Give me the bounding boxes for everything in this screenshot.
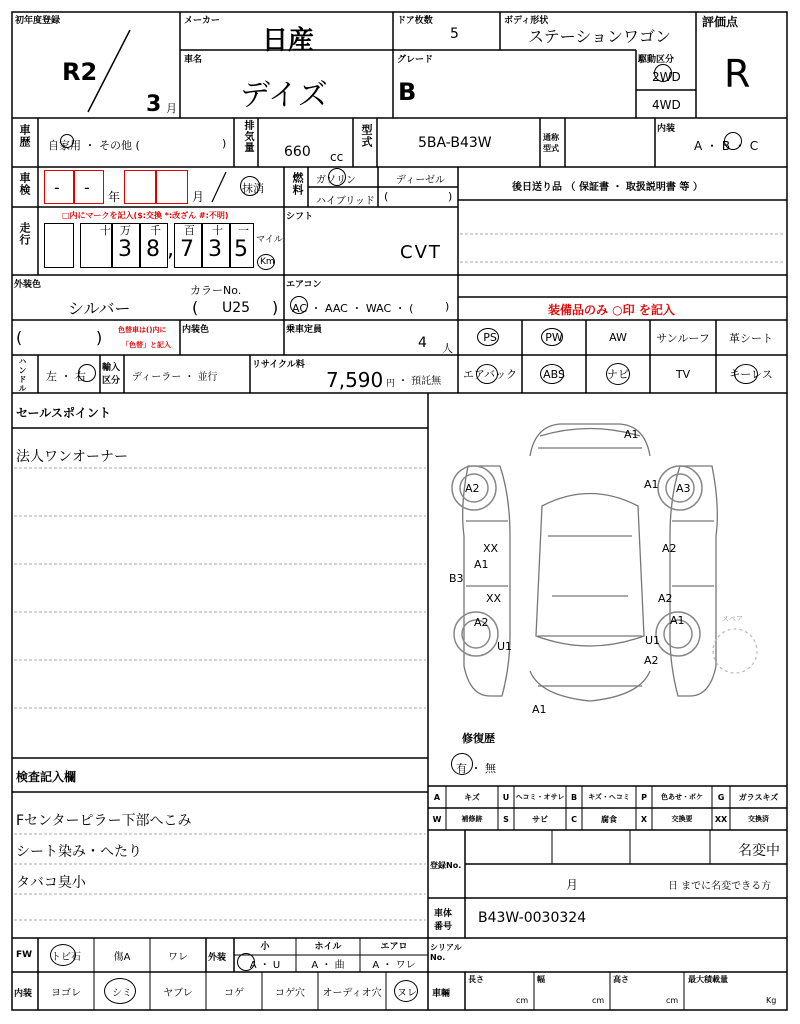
width-label: 幅 <box>537 975 545 984</box>
mileage-digit-5: 5 <box>234 237 248 262</box>
model-label: 型式 <box>360 124 373 148</box>
unit-sen: 千 <box>150 224 161 237</box>
fuel-paren-open: ( <box>384 190 389 203</box>
equip-abs: ABS <box>543 367 565 381</box>
legend-code: W <box>432 814 442 824</box>
legend-desc: 交換要 <box>671 815 693 823</box>
height-unit: cm <box>666 996 679 1005</box>
chassis-label: 車体番号 <box>434 909 453 932</box>
interior-burn: コゲ <box>224 987 244 999</box>
exterior-label: 外装 <box>208 953 227 963</box>
km-unit: Km <box>260 257 275 267</box>
length-unit: cm <box>516 996 529 1005</box>
equip-keyless-circle-icon <box>734 364 758 384</box>
name-change: 名変中 <box>738 843 780 859</box>
inspection-note-1: Fセンターピラー下部へこみ <box>16 813 192 829</box>
fuel-gasoline: ガソリン <box>316 175 356 186</box>
interior-audio-hole: オーディオ穴 <box>322 987 382 999</box>
mark-left-pillar: B3 <box>449 572 464 585</box>
month-unit: 月 <box>166 102 177 115</box>
score-label: 評価点 <box>702 15 739 29</box>
max-load-unit: Kg <box>766 996 777 1005</box>
inspection-year-unit: 年 <box>108 190 121 204</box>
aero-label: エアロ <box>380 942 408 952</box>
interior-dirt: ヨゴレ <box>51 987 81 999</box>
legend-desc: キズ・ヘコミ <box>588 793 630 801</box>
recycle-deposit: ・ 預託無 <box>398 376 442 387</box>
legend-code: B <box>570 792 578 802</box>
legend-code: C <box>571 814 577 824</box>
repair-history-label: 修復歴 <box>462 732 495 745</box>
interior-grade-circle-icon <box>724 132 742 150</box>
doors-label: ドア枚数 <box>397 16 433 26</box>
mileage-comma: , <box>167 237 174 262</box>
mark-rear: A1 <box>532 703 547 716</box>
max-load-label: 最大積載量 <box>688 975 728 984</box>
history-value: 自家用 ・ その他 ( <box>48 139 140 152</box>
legend-code: X <box>640 814 648 824</box>
equip-abs-circle-icon <box>540 364 564 384</box>
first-registration-month: 3 <box>146 92 162 117</box>
car-name-value: デイズ <box>240 78 328 113</box>
fw-crack: ワレ <box>168 951 188 963</box>
recycle-unit: 円 <box>386 379 396 389</box>
handle-label: ハンドル <box>18 357 27 393</box>
registration-day-note: 日 までに名変できる方 <box>668 881 772 892</box>
color-no-paren-close: ) <box>272 298 279 317</box>
mark-right-front-wheel: A3 <box>676 482 691 495</box>
displacement-label: 排気量 <box>242 120 253 153</box>
unit-ichi: 一 <box>238 224 249 237</box>
mileage-digit-4: 3 <box>208 237 222 262</box>
color-change-note-1: 色替車は()内に <box>118 326 167 334</box>
inspection-notes-label: 検査記入欄 <box>16 770 77 784</box>
unit-ju: 十 <box>212 224 223 237</box>
unit-ten: 十 <box>100 224 111 237</box>
shift-value: CVT <box>400 242 442 263</box>
recycle-value: 7,590 <box>326 368 384 392</box>
unit-hyaku: 百 <box>184 224 195 237</box>
mark-right-rear-fender-2: A2 <box>644 654 659 667</box>
fuel-diesel: ディーゼル <box>396 175 445 186</box>
wheel-values: A ・ 曲 <box>311 960 345 971</box>
exterior-small-label: 小 <box>260 942 270 952</box>
color-no-label: カラーNo. <box>190 284 242 297</box>
dimensions-label: 車輛 <box>432 989 451 999</box>
equip-tv: TV <box>675 367 691 381</box>
model-value: 5BA-B43W <box>418 135 492 151</box>
legend-code: U <box>502 792 510 802</box>
maker-label: メーカー <box>184 16 220 26</box>
ac-options: AC ・ AAC ・ WAC ・ ( <box>292 302 414 315</box>
equip-ps-circle-icon <box>477 328 499 346</box>
legend-desc: ガラスキズ <box>738 792 779 802</box>
mark-left-rear-door: XX <box>486 592 502 605</box>
color-change-paren-close: ) <box>96 328 103 347</box>
body-type-label: ボディ形状 <box>504 16 549 26</box>
fw-chip: トビ石 <box>51 951 81 963</box>
mark-right-rear-wheel: A1 <box>670 614 685 627</box>
import-label: 輸入区分 <box>102 363 121 386</box>
drive-label: 駆動区分 <box>638 55 675 65</box>
registration-label: 登録No. <box>430 861 462 870</box>
legend-desc: 色あせ・ボケ <box>661 793 703 801</box>
exterior-color-value: シルバー <box>68 299 131 318</box>
legend-code: A <box>433 792 441 802</box>
handle-circle-icon <box>78 364 96 382</box>
equip-airbag: エアバック <box>462 368 518 381</box>
mileage-note: □内にマークを記入($:交換 *:改ざん #:不明) <box>62 211 229 220</box>
width-unit: cm <box>592 996 605 1005</box>
legend-desc: サビ <box>532 814 548 824</box>
legend-desc: ヘコミ・オサレ <box>515 793 565 801</box>
fuel-label: 燃料 <box>291 172 304 196</box>
drive-2wd-circle-icon <box>654 64 672 82</box>
legend-code: G <box>717 792 725 802</box>
capacity-value: 4 <box>418 335 427 351</box>
interior-grade-label: 内装 <box>657 124 676 134</box>
wheel-label: ホイル <box>314 942 342 952</box>
inspection-month-box-1 <box>124 170 156 204</box>
fuel-paren-close: ) <box>448 190 453 203</box>
interior-label: 内装 <box>14 989 33 999</box>
legend-desc: 交換済 <box>748 815 769 823</box>
mark-left-rear-fender: U1 <box>497 640 513 653</box>
color-change-paren-open: ( <box>16 328 23 347</box>
later-items: 後日送り品 （ 保証書 ・ 取扱説明書 等 ） <box>512 182 703 193</box>
equip-aw: AW <box>609 331 627 344</box>
unit-man: 万 <box>120 224 131 237</box>
serial-label: シリアルNo. <box>430 943 462 962</box>
mileage-mark-box[interactable] <box>44 223 74 268</box>
fuel-hybrid: ハイブリッド <box>316 196 375 207</box>
registration-month: 月 <box>566 878 579 892</box>
inspection-note-2: シート染み・へたり <box>16 844 142 860</box>
mileage-digit-1: 3 <box>118 237 132 262</box>
fw-chip-circle-icon <box>50 944 76 966</box>
recycle-label: リサイクル料 <box>252 360 305 370</box>
ac-label: エアコン <box>286 280 322 290</box>
drive-2wd: 2WD <box>652 70 681 84</box>
mark-right-front-door: A2 <box>662 542 677 555</box>
grade-value: B <box>398 78 417 106</box>
legend-code: S <box>503 814 509 824</box>
interior-wet: ヌレ <box>397 987 417 999</box>
inspection-note-3: タバコ臭小 <box>16 875 86 891</box>
interior-color-label: 内装色 <box>182 325 210 335</box>
sales-point-text: 法人ワンオーナー <box>16 449 128 465</box>
length-label: 長さ <box>468 975 484 984</box>
color-no-value: U25 <box>222 300 251 316</box>
interior-wet-circle-icon <box>394 980 418 1002</box>
mark-front: A1 <box>624 428 639 441</box>
interior-stain: シミ <box>112 987 132 999</box>
shift-label: シフト <box>286 212 314 222</box>
score-value: R <box>724 52 751 96</box>
grade-label: グレード <box>397 55 434 65</box>
color-no-paren-open: ( <box>192 298 199 317</box>
maker-value: 日産 <box>262 26 315 56</box>
equip-pw: PW <box>545 331 563 344</box>
mark-left-front-wheel: A2 <box>465 482 480 495</box>
interior-tear: ヤブレ <box>163 987 193 999</box>
inspection-label: 車検 <box>18 172 31 196</box>
displacement-value: 660 <box>284 144 311 160</box>
repair-history-circle-icon <box>451 753 473 775</box>
mark-right-front-fender: A1 <box>644 478 659 491</box>
equip-keyless: キーレス <box>729 368 773 381</box>
equip-navi: ナビ <box>607 368 629 381</box>
sales-point-label: セールスポイント <box>16 406 111 420</box>
inspection-dash-2: - <box>84 178 90 197</box>
first-registration-label: 初年度登録 <box>15 16 61 26</box>
spare-label: スペア <box>722 615 743 623</box>
mark-right-rear-door: A2 <box>658 592 673 605</box>
interior-stain-circle-icon <box>104 978 136 1004</box>
exterior-small-values: A ・ U <box>249 960 281 971</box>
drive-4wd: 4WD <box>652 98 681 112</box>
height-label: 高さ <box>613 975 629 984</box>
exterior-color-label: 外装色 <box>14 280 42 290</box>
mark-right-rear-fender-1: U1 <box>645 634 661 647</box>
inspection-month-box-2 <box>156 170 188 204</box>
legend-code: XX <box>714 814 728 824</box>
alt-model-label: 通称型式 <box>543 133 559 153</box>
legend-desc: 補修跡 <box>461 815 483 823</box>
equip-sunroof: サンルーフ <box>656 331 710 345</box>
fuel-circle-icon <box>328 168 346 186</box>
interior-burn-hole: コゲ穴 <box>275 987 305 999</box>
mileage-digit-2: 8 <box>146 237 160 262</box>
km-circle-icon <box>257 254 275 270</box>
uninspected-circle-icon <box>240 176 260 196</box>
car-name-label: 車名 <box>184 55 203 65</box>
history-close: ) <box>222 137 227 150</box>
mark-left-front-door-1: XX <box>483 542 499 555</box>
equip-leather: 革シート <box>729 331 773 345</box>
ac-circle-icon <box>290 296 308 314</box>
interior-grade-options: A ・ B ・ C <box>694 139 759 153</box>
mark-left-front-door-2: A1 <box>474 558 489 571</box>
legend-desc: キズ <box>464 792 480 802</box>
history-label: 車歴 <box>18 124 31 148</box>
inspection-month-unit: 月 <box>192 190 205 204</box>
equip-airbag-circle-icon <box>476 364 498 384</box>
displacement-unit: cc <box>330 150 344 164</box>
equip-ps: PS <box>483 331 497 344</box>
doors-value: 5 <box>450 26 459 42</box>
capacity-label: 乗車定員 <box>286 325 323 335</box>
mileage-label: 走行 <box>18 222 31 246</box>
equipment-note: 装備品のみ ○印 を記入 <box>548 303 675 317</box>
chassis-value: B43W-0030324 <box>478 910 587 926</box>
inspection-dash-1: - <box>54 178 60 197</box>
equip-navi-circle-icon <box>606 363 630 385</box>
mark-left-rear-wheel: A2 <box>474 616 489 629</box>
equip-pw-circle-icon <box>541 328 563 346</box>
legend-desc: 腐食 <box>601 814 617 824</box>
fw-label: FW <box>16 950 33 960</box>
uninspected: 抹消 <box>242 182 264 195</box>
aero-values: A ・ ワレ <box>372 960 416 971</box>
legend-code: P <box>641 792 647 802</box>
import-options: ディーラー ・ 並行 <box>132 372 218 383</box>
history-circle-icon <box>60 134 74 148</box>
color-change-note-2: 「色替」と記入 <box>122 341 171 349</box>
exterior-small-circle-icon <box>237 953 255 971</box>
ac-close: ) <box>445 300 450 313</box>
mile-unit: マイル <box>256 235 283 245</box>
mileage-digit-3: 7 <box>180 237 194 262</box>
capacity-unit: 人 <box>442 342 453 355</box>
body-type-value: ステーションワゴン <box>528 27 672 46</box>
fw-scratch: 傷A <box>113 951 131 963</box>
repair-history-value: 有 ・ 無 <box>456 762 496 775</box>
damage-legend <box>428 786 787 830</box>
handle-value: 左 ・ 右 <box>46 370 86 383</box>
first-registration-year: R2 <box>62 58 98 86</box>
